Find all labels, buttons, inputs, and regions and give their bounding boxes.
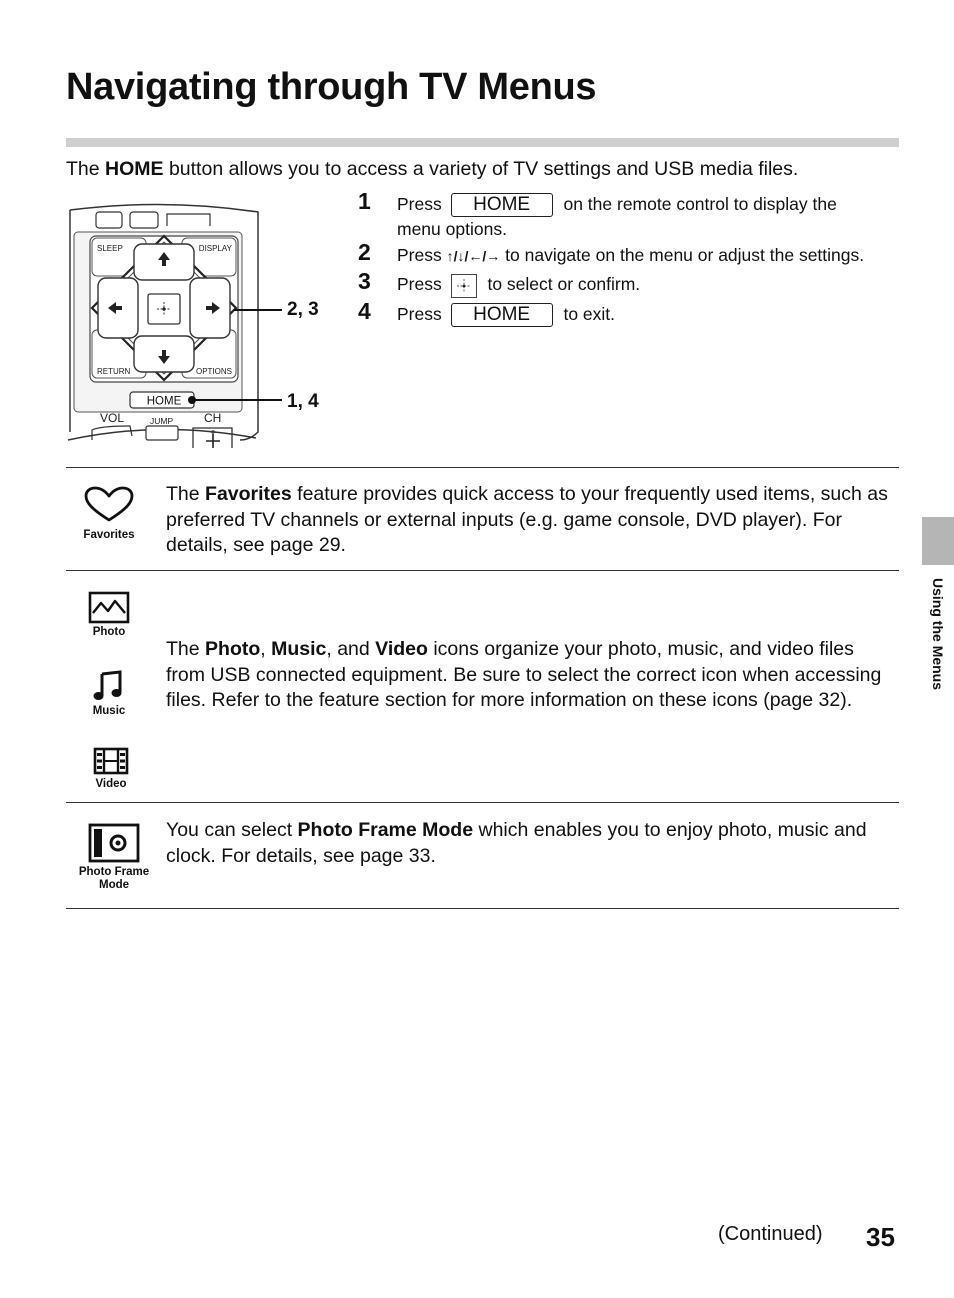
- home-key-graphic: HOME: [451, 303, 553, 327]
- photo-frame-icon-label: Photo Frame Mode: [78, 866, 150, 891]
- photo-icon: [88, 591, 130, 625]
- vol-label: VOL: [100, 411, 125, 425]
- step-2: 2 Press ↑/↓/←/→ to navigate on the menu or adjust the settings.: [358, 239, 865, 266]
- options-label: OPTIONS: [195, 367, 232, 376]
- step-number: 4: [358, 297, 371, 324]
- film-strip-icon: [91, 747, 131, 775]
- ch-label: CH: [204, 411, 222, 425]
- section-divider: [66, 802, 899, 803]
- step-number: 3: [358, 268, 371, 295]
- home-key-graphic: HOME: [451, 193, 553, 217]
- step-number: 1: [358, 188, 371, 214]
- sleep-label: SLEEP: [97, 244, 123, 253]
- photo-frame-icon: [88, 823, 140, 863]
- continued-note: (Continued): [718, 1223, 823, 1245]
- return-label: RETURN: [97, 367, 131, 376]
- remote-illustration: [60, 196, 350, 461]
- section-divider: [66, 467, 899, 468]
- side-tab-marker: [922, 517, 954, 565]
- media-description: The Photo, Music, and Video icons organize your photo, music, and video files from USB connected equipment. Be sure to select the correct icon when accessing files. Refer to the feature section for more information on these icons (page 32).: [166, 638, 882, 711]
- callout-nav-steps: 2, 3: [287, 299, 319, 320]
- section-divider: [66, 570, 899, 571]
- page-title: Navigating through TV Menus: [66, 66, 597, 108]
- home-label: HOME: [146, 395, 182, 408]
- callout-home-steps: 1, 4: [287, 391, 319, 412]
- page-number: 35: [866, 1222, 895, 1252]
- steps-list: [358, 188, 878, 327]
- favorites-description: The Favorites feature provides quick access to your frequently used items, such as preferred TV channels or external inputs (e.g. game console, DVD player). For details, see page 29.: [166, 483, 888, 556]
- enter-key-icon: [451, 274, 477, 298]
- intro-text: The HOME button allows you to access a variety of TV settings and USB media files.: [66, 158, 799, 180]
- favorites-icon-block: [76, 486, 142, 542]
- video-icon-block: [88, 747, 134, 791]
- step-number: 2: [358, 239, 371, 266]
- photo-frame-icon-block: [72, 823, 156, 892]
- jump-label: JUMP: [150, 416, 174, 426]
- heart-icon: [83, 486, 135, 524]
- section-divider: [66, 908, 899, 909]
- step-4: 4 Press HOME to exit.: [358, 297, 616, 326]
- video-icon-label: Video: [95, 778, 127, 790]
- display-label: DISPLAY: [198, 244, 232, 253]
- side-tab-label: Using the Menus: [930, 578, 946, 691]
- step-1: 1 Press HOME on the remote control to display the menu options.: [358, 188, 837, 240]
- title-rule: [66, 138, 899, 147]
- favorites-icon-label: Favorites: [83, 529, 135, 541]
- step-3: 3 Press to select or confirm.: [358, 272, 878, 297]
- arrow-keys-icon: ↑/↓/←/→: [446, 248, 501, 265]
- photo-icon-block: [84, 591, 134, 639]
- music-note-icon: [92, 670, 126, 702]
- photo-icon-label: Photo: [92, 626, 126, 638]
- photo-frame-description: You can select Photo Frame Mode which enables you to enjoy photo, music and clock. For details, see page 33.: [166, 819, 867, 867]
- music-icon-label: Music: [92, 705, 126, 717]
- music-icon-block: [88, 670, 130, 718]
